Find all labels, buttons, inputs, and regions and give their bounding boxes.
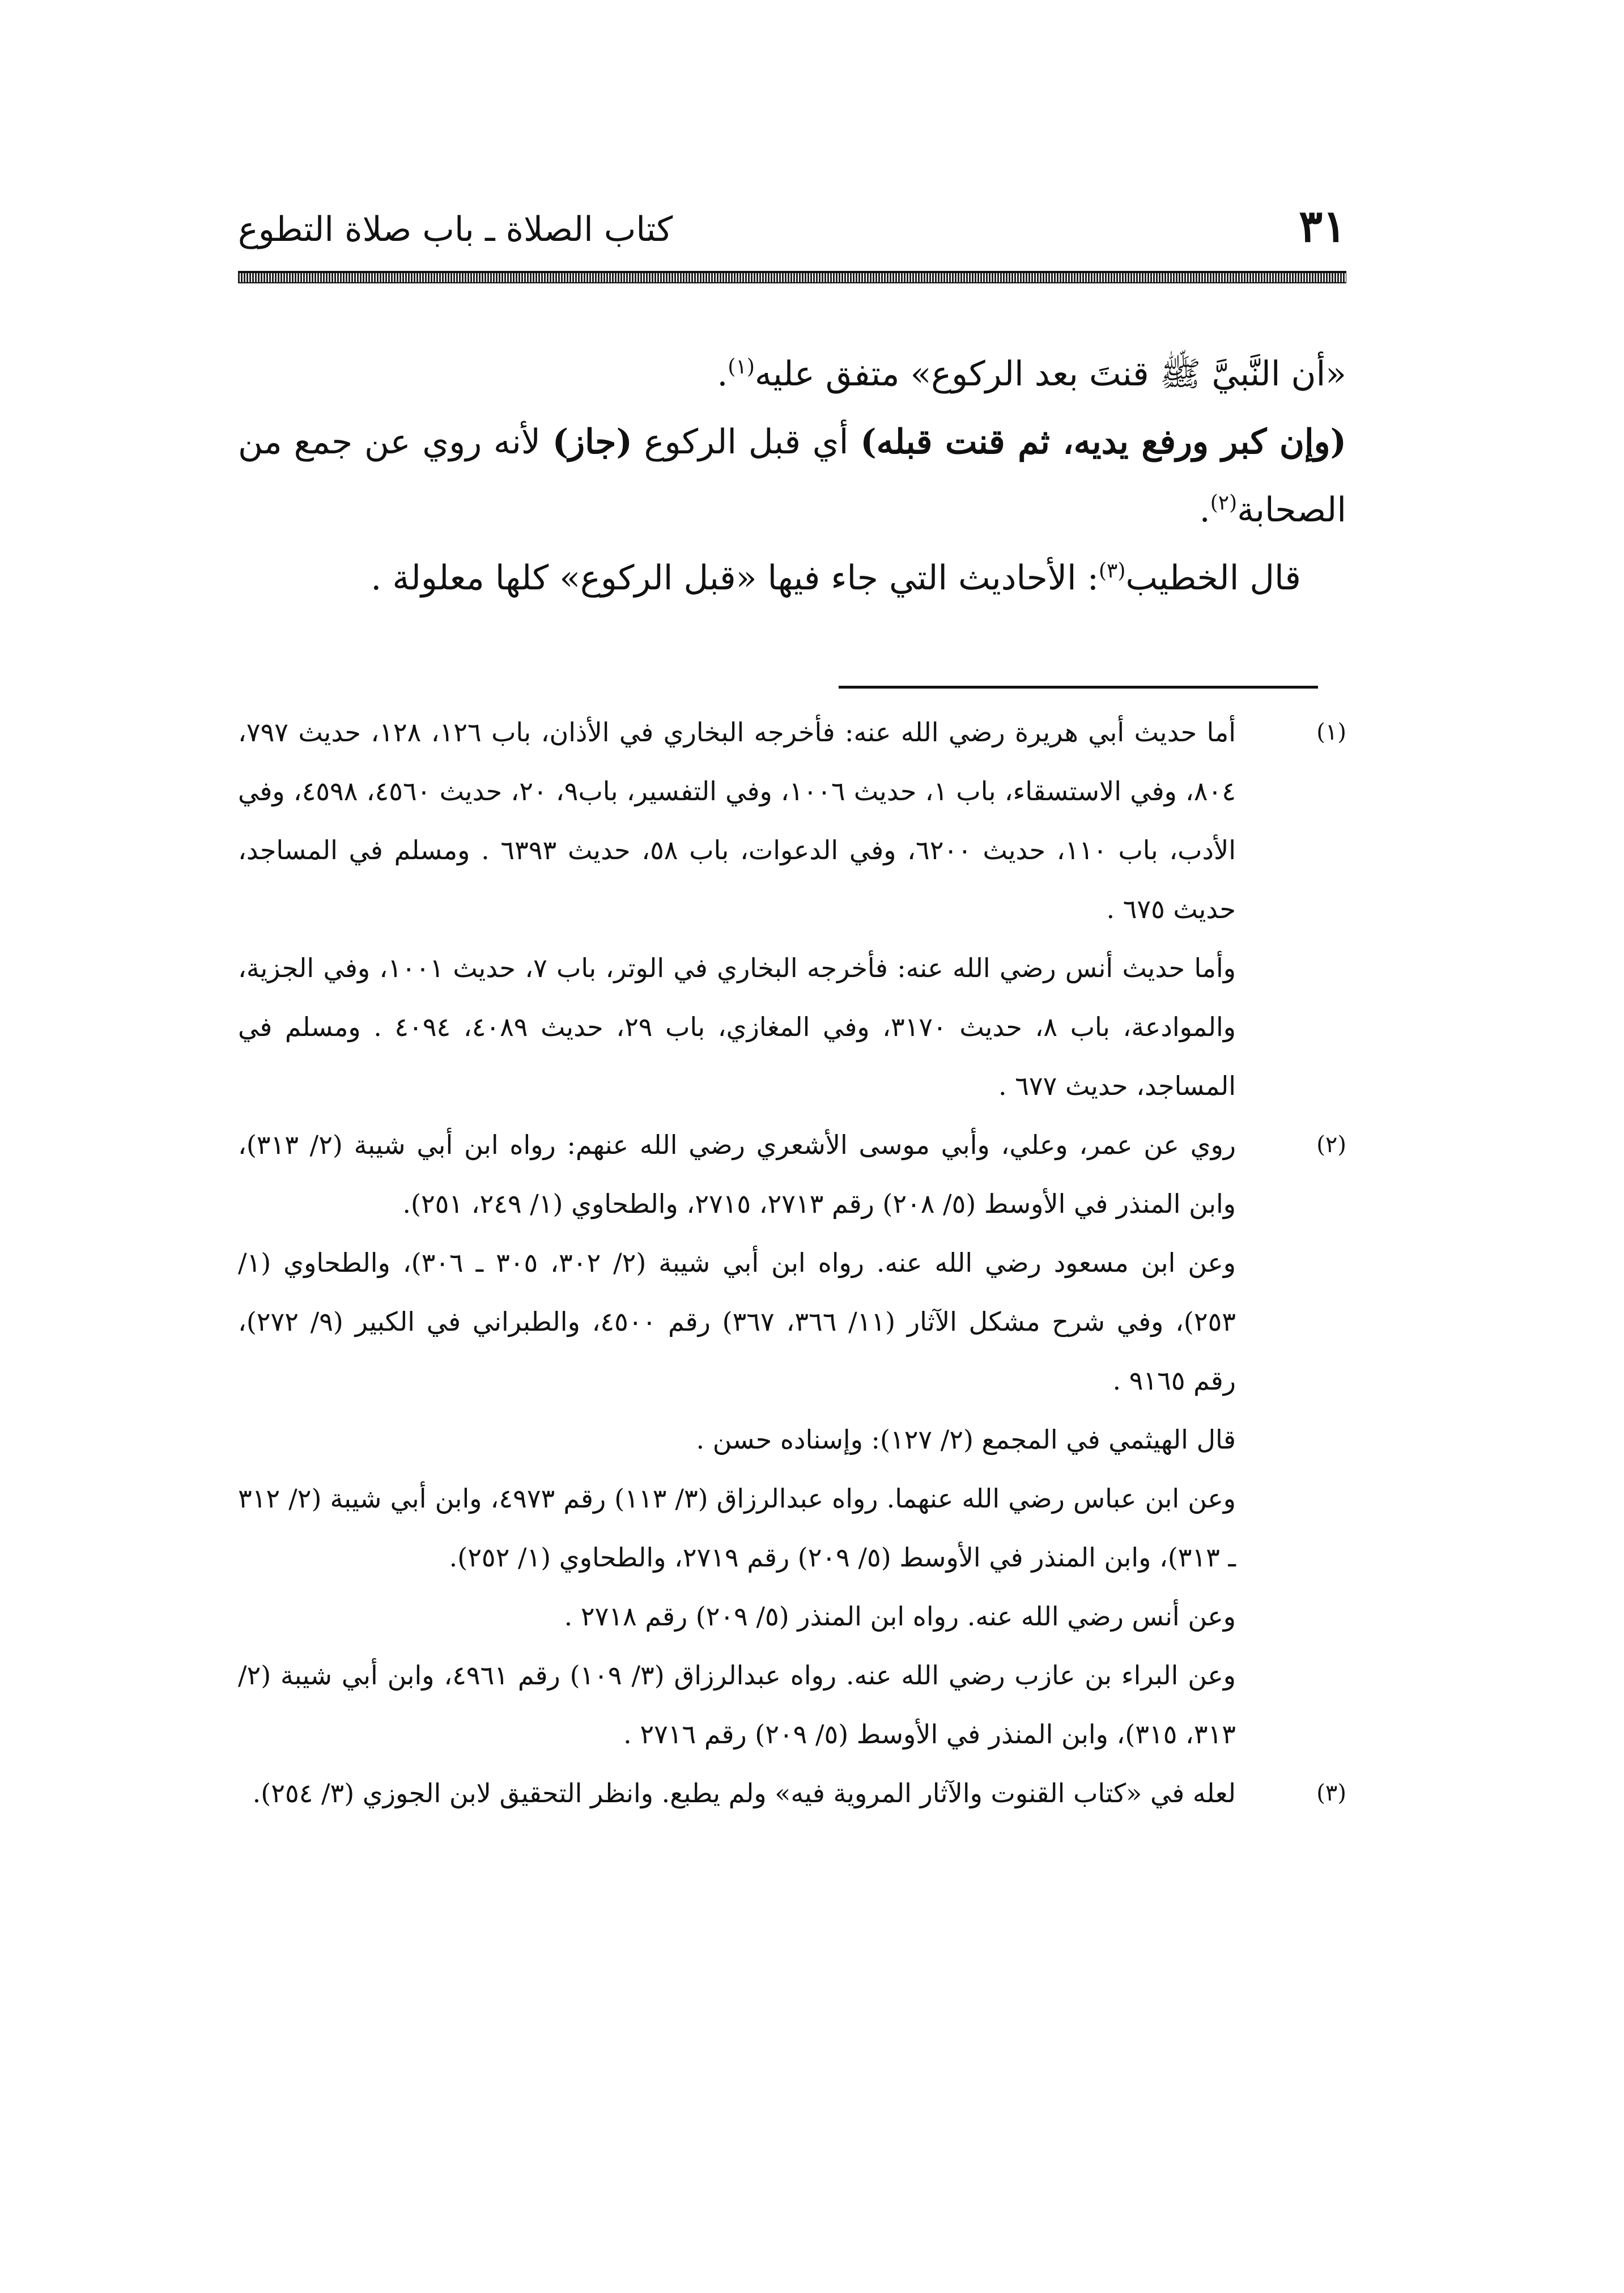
footnote-2-para-4: وعن ابن عباس رضي الله عنهما. رواه عبدالرزاق (٣/ ١١٣) رقم ٤٩٧٣، وابن أبي شيبة (٢/ ٣١٢ ـ ٣١٣)، وابن المنذر في الأوسط (٥/ ٢٠٩) رقم ٢٧١٩، والطحاوي (١/ ٢٥٢). <box>238 1483 1236 1573</box>
footnote-separator <box>839 686 1318 689</box>
paragraph-2-text-2: لأنه روي عن جمع من الصحابة <box>238 422 1346 530</box>
footnote-ref-2[interactable]: (٢) <box>1210 491 1238 515</box>
paragraph-3-rest: : الأحاديث التي جاء فيها «قبل الركوع» كلها معلولة . <box>371 558 1099 598</box>
footnote-2-para-6: وعن البراء بن عازب رضي الله عنه. رواه عبدالرزاق (٣/ ١٠٩) رقم ٤٩٦١، وابن أبي شيبة (٢/ ٣١٣، ٣١٥)، وابن المنذر في الأوسط (٥/ ٢٠٩) رقم ٢٧١٦ . <box>238 1660 1236 1750</box>
matn-quote-1: (وإن كبر ورفع يديه، ثم قنت قبله) <box>860 422 1347 462</box>
footnote-number: (٣) <box>1316 1780 1346 1806</box>
footnote-2-para-3: قال الهيثمي في المجمع (٢/ ١٢٧): وإسناده حسن . <box>696 1424 1236 1455</box>
main-paragraph-3 <box>238 544 1346 612</box>
footnote-2 <box>238 1115 1346 1764</box>
paragraph-3-start: قال الخطيب <box>1125 558 1301 598</box>
paragraph-2-text-1: أي قبل الركوع <box>632 422 861 462</box>
paragraph-1-text: «أن النَّبيَّ ﷺ قنتَ بعد الركوع» متفق عليه <box>754 354 1346 394</box>
page-number: ٣١ <box>1299 201 1346 252</box>
header-rule <box>238 271 1346 283</box>
paragraph-2-end: . <box>1199 490 1210 530</box>
footnote-ref-1[interactable]: (١) <box>728 355 755 379</box>
footnotes <box>238 703 1346 1823</box>
footnote-2-para-5: وعن أنس رضي الله عنه. رواه ابن المنذر (٥/ ٢٠٩) رقم ٢٧١٨ . <box>564 1601 1236 1632</box>
footnote-1 <box>238 703 1346 1115</box>
matn-quote-2: (جاز) <box>552 422 632 462</box>
footnote-number: (٢) <box>1316 1132 1346 1158</box>
footnote-2-para-2: وعن ابن مسعود رضي الله عنه. رواه ابن أبي شيبة (٢/ ٣٠٢، ٣٠٥ ـ ٣٠٦)، والطحاوي (١/ ٢٥٣)، وفي شرح مشكل الآثار (١١/ ٣٦٦، ٣٦٧) رقم ٤٥٠٠، والطبراني في الكبير (٩/ ٢٧٢)، رقم ٩١٦٥ . <box>238 1247 1236 1396</box>
footnote-3 <box>238 1764 1346 1823</box>
footnote-1-para-2: وأما حديث أنس رضي الله عنه: فأخرجه البخاري في الوتر، باب ٧، حديث ١٠٠١، وفي الجزية، والموادعة، باب ٨، حديث ٣١٧٠، وفي المغازي، باب ٢٩، حديث ٤٠٨٩، ٤٠٩٤ . ومسلم في المساجد، حديث ٦٧٧ . <box>238 953 1236 1101</box>
paragraph-1-end: . <box>717 354 728 394</box>
footnote-number: (١) <box>1316 719 1346 745</box>
main-paragraph-2 <box>238 408 1346 544</box>
footnote-1-para-1: أما حديث أبي هريرة رضي الله عنه: فأخرجه البخاري في الأذان، باب ١٢٦، ١٢٨، حديث ٧٩٧، ٨٠٤، وفي الاستسقاء، باب ١، حديث ١٠٠٦، وفي التفسير، باب٩، ٢٠، حديث ٤٥٦٠، ٤٥٩٨، وفي الأدب، باب ١١٠، حديث ٦٢٠٠، وفي الدعوات، باب ٥٨، حديث ٦٣٩٣ . ومسلم في المساجد، حديث ٦٧٥ . <box>238 717 1236 924</box>
page-header <box>238 196 1346 269</box>
running-title: كتاب الصلاة ـ باب صلاة التطوع <box>238 210 673 249</box>
main-paragraph-1 <box>238 340 1346 408</box>
footnote-2-para-1: روي عن عمر، وعلي، وأبي موسى الأشعري رضي الله عنهم: رواه ابن أبي شيبة (٢/ ٣١٣)، وابن المنذر في الأوسط (٥/ ٢٠٨) رقم ٢٧١٣، ٢٧١٥، والطحاوي (١/ ٢٤٩، ٢٥١). <box>238 1129 1236 1219</box>
footnote-ref-3[interactable]: (٣) <box>1099 559 1126 583</box>
footnote-3-para-1: لعله في «كتاب القنوت والآثار المروية فيه» ولم يطبع. وانظر التحقيق لابن الجوزي (٣/ ٢٥٤). <box>252 1778 1236 1808</box>
main-text <box>238 340 1346 612</box>
